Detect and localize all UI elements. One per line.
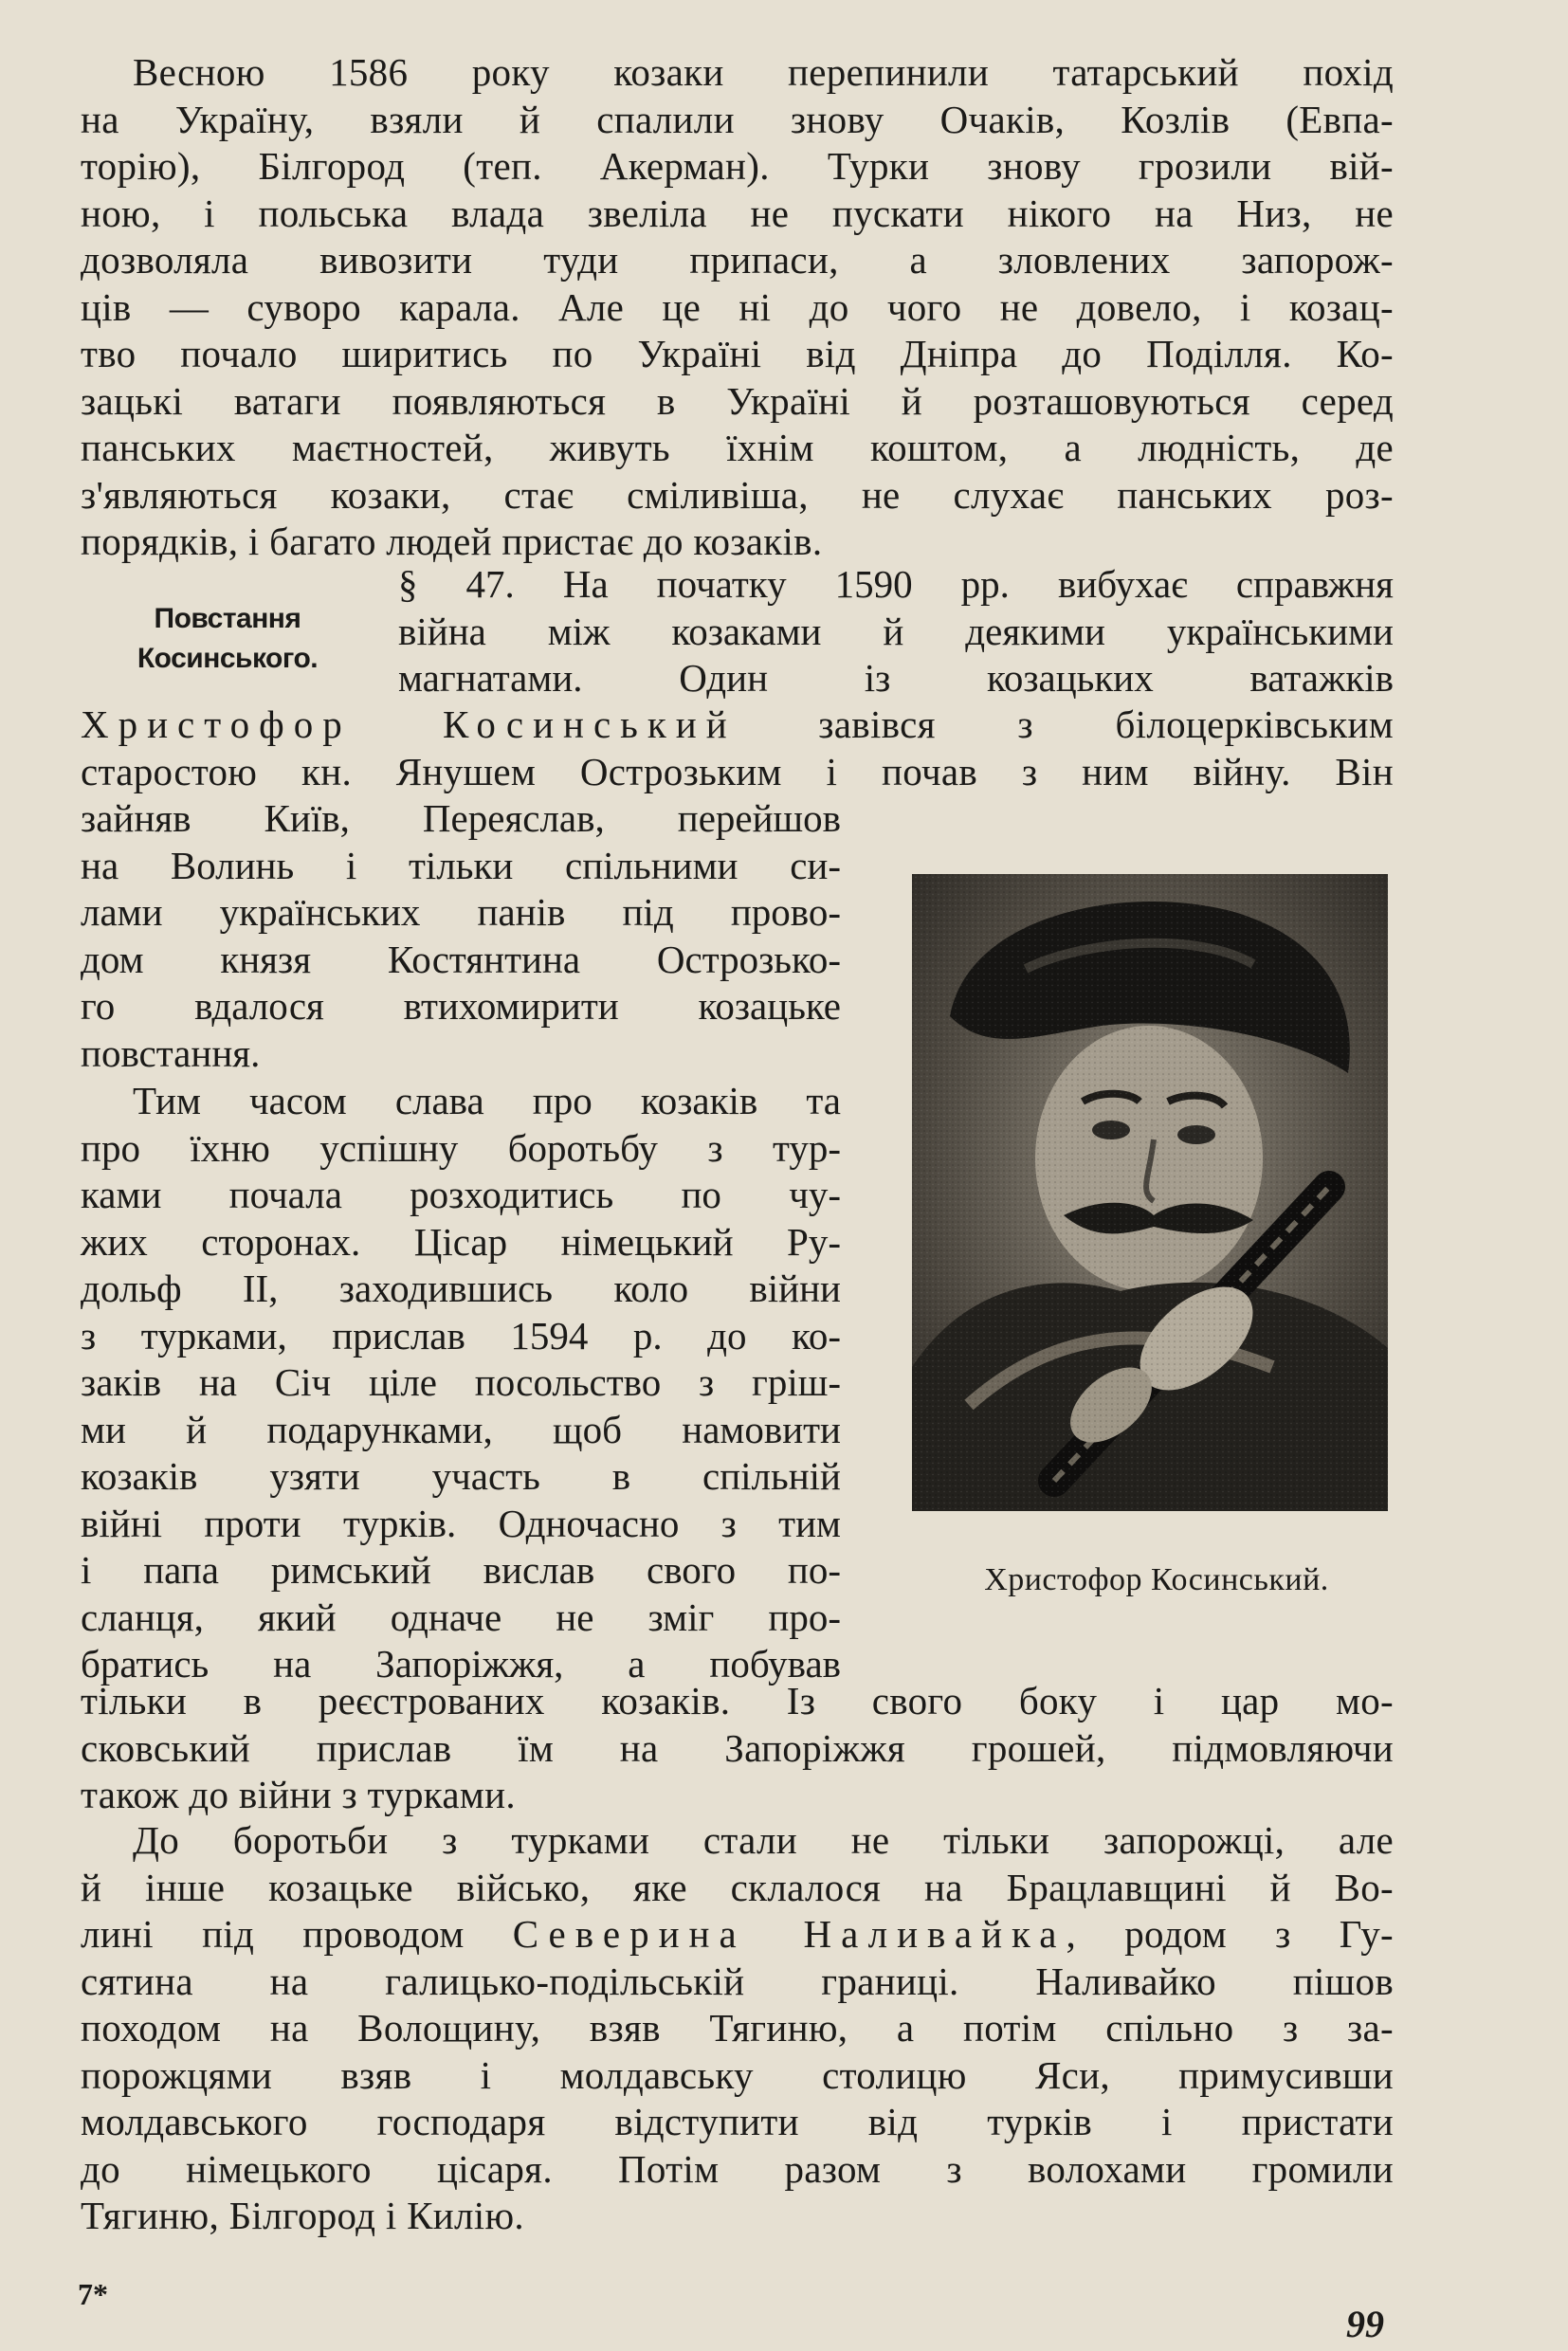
text-line: Весною 1586 року козаки перепинили татарський похід — [133, 50, 1394, 94]
text-fragment: лині під проводом — [81, 1912, 513, 1956]
text-line: тільки в реєстрованих козаків. Із свого боку і цар мо- — [81, 1679, 1394, 1722]
text-line: на Україну, взяли й спалили знову Очаків, Козлів (Евпа- — [81, 97, 1394, 141]
text-line: зацькі ватаги появляються в Україні й розташовуються серед — [81, 378, 1394, 423]
person-name-spaced: Северина Наливайка — [512, 1912, 1067, 1956]
section-sidenote-heading — [100, 599, 356, 679]
paragraph-4 — [81, 1817, 1394, 2240]
text-line: ми й подарунками, щоб намовити — [81, 1407, 841, 1451]
text-line: козаків узяти участь в спільній — [81, 1454, 841, 1498]
text-line: й інше козацьке військо, яке склалося на Брацлавщині й Во- — [81, 1865, 1394, 1909]
text-line: Тягиню, Білгород і Килію. — [81, 2194, 524, 2237]
text-line: війна між козаками й деякими українськими — [398, 609, 1394, 653]
text-line: ками почала розходитись по чу- — [81, 1173, 841, 1216]
paragraph-3-full — [81, 1678, 1394, 1819]
portrait-caption: Христофор Косинський. — [984, 1562, 1329, 1597]
text-line: з турками, прислав 1594 р. до ко- — [81, 1313, 841, 1358]
text-line: дом князя Костянтина Острозько- — [81, 937, 841, 981]
text-line: походом на Волощину, взяв Тягиню, а потім спільно з за- — [81, 2006, 1394, 2050]
text-line: Тим часом слава про козаків та — [133, 1079, 841, 1122]
person-name-spaced: Христофор Косинський — [81, 702, 737, 746]
section-47-narrow-lines — [81, 795, 841, 1077]
text-line: старостою кн. Янушем Острозьким і почав з ним війну. Він — [81, 749, 1394, 793]
text-line: повстання. — [81, 1030, 261, 1075]
paragraph-1 — [81, 49, 1394, 566]
section-47-full-lines — [81, 702, 1394, 795]
text-line: сланця, який одначе не зміг про- — [81, 1595, 841, 1639]
text-line: сковський прислав їм на Запоріжжя грошей, підмовляючи — [81, 1725, 1394, 1770]
text-line: жих сторонах. Цісар німецький Ру- — [81, 1219, 841, 1264]
text-line: на Волинь і тільки спільними си- — [81, 843, 841, 887]
portrait-image — [912, 874, 1388, 1511]
text-line: торію), Білгород (теп. Акерман). Турки знову грозили вій- — [81, 144, 1394, 188]
text-line: § 47. На початку 1590 рр. вибухає справжня — [398, 562, 1394, 606]
text-line: До боротьби з турками стали не тільки запорожці, але — [133, 1818, 1394, 1862]
signature-mark: 7* — [78, 2277, 108, 2311]
text-line: сятина на галицько-подільській границі. Наливайко пішов — [81, 1959, 1394, 2003]
text-fragment: завівся з білоцерківським — [736, 702, 1395, 746]
text-line: ців — суворо карала. Але це ні до чого не довело, і козац- — [81, 284, 1394, 329]
text-line: панських маєтностей, живуть їхнім коштом, а людність, де — [81, 426, 1394, 469]
text-line: також до війни з турками. — [81, 1773, 516, 1816]
text-line: з'являються козаки, стає сміливіша, не слухає панських роз- — [81, 472, 1394, 517]
text-line: до німецького цісаря. Потім разом з волохами громили — [81, 2146, 1394, 2191]
text-line: порожцями взяв і молдавську столицю Яси, примусивши — [81, 2052, 1394, 2097]
text-line: заків на Січ ціле посольство з гріш- — [81, 1360, 841, 1404]
text-line — [81, 1911, 1394, 1959]
sidenote-line: Повстання — [154, 603, 301, 634]
paragraph-3-narrow — [81, 1078, 841, 1688]
text-line — [81, 702, 1394, 749]
text-line: ною, і польська влада звеліла не пускати нікого на Низ, не — [81, 191, 1394, 235]
text-line: порядків, і багато людей пристає до козаків. — [81, 519, 823, 563]
text-line: дозволяла вивозити туди припаси, а зловлених запорож- — [81, 238, 1394, 282]
text-line: і папа римський вислав свого по- — [81, 1548, 841, 1592]
text-line: про їхню успішну боротьбу з тур- — [81, 1125, 841, 1170]
sidenote-line: Косинського. — [137, 643, 319, 674]
text-line: го вдалося втихомирити козацьке — [81, 984, 841, 1028]
text-line: дольф II, заходившись коло війни — [81, 1267, 841, 1310]
text-line: молдавського господаря відступити від турків і пристати — [81, 2100, 1394, 2143]
portrait-illustration — [912, 874, 1388, 1511]
text-fragment: , родом з Гу- — [1066, 1912, 1395, 1956]
text-line: тво почало ширитись по Україні від Дніпра до Поділля. Ко- — [81, 332, 1394, 375]
text-line: війні проти турків. Одночасно з тим — [81, 1501, 841, 1545]
section-47-intro — [398, 561, 1394, 702]
text-line: братись на Запоріжжя, а побував — [81, 1642, 841, 1686]
text-line: магнатами. Один із козацьких ватажків — [398, 656, 1394, 700]
page-number: 99 — [1346, 2303, 1384, 2345]
text-line: зайняв Київ, Переяслав, перейшов — [81, 796, 841, 840]
text-line: лами українських панів під прово- — [81, 890, 841, 934]
